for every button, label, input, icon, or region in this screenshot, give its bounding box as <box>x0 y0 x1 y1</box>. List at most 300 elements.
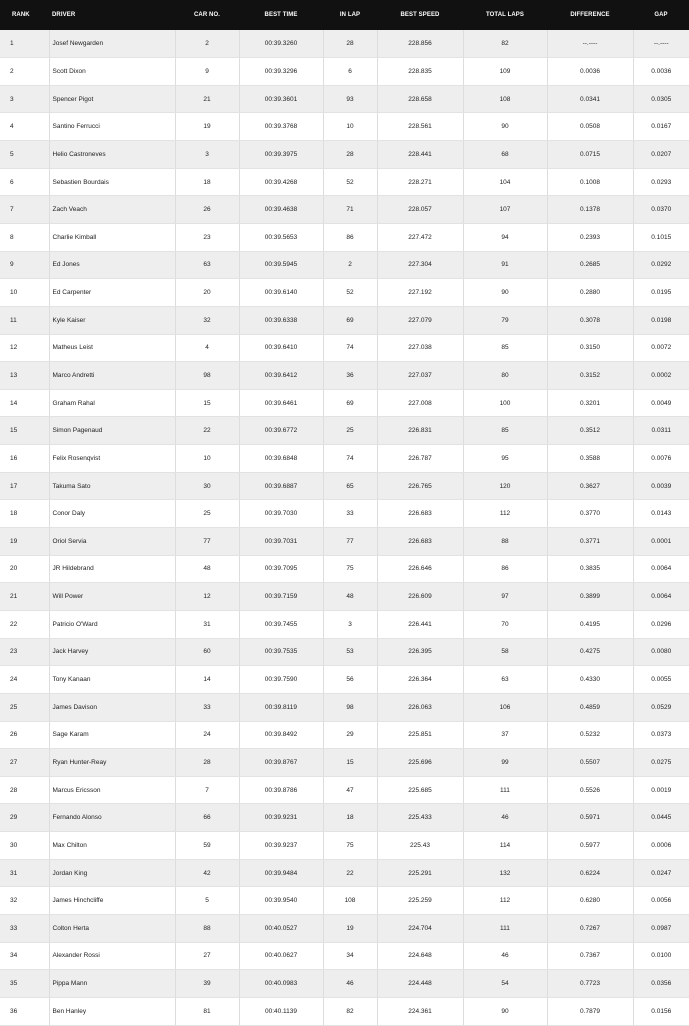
cell-best-time: 00:39.9237 <box>239 832 323 860</box>
cell-best-speed: 226.395 <box>377 638 463 666</box>
cell-in-lap: 93 <box>323 85 377 113</box>
cell-car-no: 88 <box>175 915 239 943</box>
cell-in-lap: 6 <box>323 58 377 86</box>
cell-total-laps: 46 <box>463 804 547 832</box>
cell-gap: 0.0072 <box>633 334 689 362</box>
cell-in-lap: 29 <box>323 721 377 749</box>
cell-difference: 0.5232 <box>547 721 633 749</box>
table-row[interactable] <box>0 555 689 583</box>
cell-car-no: 32 <box>175 306 239 334</box>
cell-best-time: 00:39.7030 <box>239 500 323 528</box>
cell-total-laps: 108 <box>463 85 547 113</box>
cell-driver: Oriol Servia <box>49 528 175 556</box>
cell-rank: 10 <box>0 279 49 307</box>
cell-in-lap: 48 <box>323 583 377 611</box>
cell-best-speed: 226.364 <box>377 666 463 694</box>
cell-total-laps: 112 <box>463 887 547 915</box>
cell-rank: 31 <box>0 859 49 887</box>
table-row[interactable] <box>0 389 689 417</box>
cell-driver: Max Chilton <box>49 832 175 860</box>
header-rank[interactable]: RANK <box>12 12 30 18</box>
cell-difference: 0.3150 <box>547 334 633 362</box>
cell-gap: 0.0167 <box>633 113 689 141</box>
cell-in-lap: 28 <box>323 30 377 58</box>
cell-car-no: 42 <box>175 859 239 887</box>
table-row[interactable] <box>0 666 689 694</box>
cell-driver: James Davison <box>49 693 175 721</box>
table-row[interactable] <box>0 334 689 362</box>
table-row[interactable] <box>0 251 689 279</box>
cell-in-lap: 82 <box>323 997 377 1025</box>
table-row[interactable] <box>0 196 689 224</box>
cell-driver: Felix Rosenqvist <box>49 445 175 473</box>
cell-best-speed: 228.441 <box>377 141 463 169</box>
table-row[interactable] <box>0 85 689 113</box>
cell-difference: 0.3899 <box>547 583 633 611</box>
cell-rank: 30 <box>0 832 49 860</box>
cell-car-no: 48 <box>175 555 239 583</box>
table-row[interactable] <box>0 279 689 307</box>
cell-gap: 0.0296 <box>633 610 689 638</box>
cell-in-lap: 69 <box>323 389 377 417</box>
cell-difference: 0.5507 <box>547 749 633 777</box>
cell-driver: Graham Rahal <box>49 389 175 417</box>
cell-driver: Charlie Kimball <box>49 223 175 251</box>
header-gap[interactable]: GAP <box>654 12 668 18</box>
cell-total-laps: 99 <box>463 749 547 777</box>
cell-difference: --.---- <box>547 30 633 58</box>
cell-car-no: 10 <box>175 445 239 473</box>
cell-rank: 33 <box>0 915 49 943</box>
table-row[interactable] <box>0 362 689 390</box>
cell-difference: 0.3201 <box>547 389 633 417</box>
cell-difference: 0.5977 <box>547 832 633 860</box>
cell-in-lap: 2 <box>323 251 377 279</box>
cell-gap: 0.0247 <box>633 859 689 887</box>
cell-total-laps: 112 <box>463 500 547 528</box>
cell-difference: 0.2685 <box>547 251 633 279</box>
cell-best-time: 00:40.0983 <box>239 970 323 998</box>
cell-car-no: 30 <box>175 472 239 500</box>
cell-best-speed: 225.851 <box>377 721 463 749</box>
header-car-no[interactable]: CAR NO. <box>193 12 221 18</box>
cell-best-time: 00:39.4268 <box>239 168 323 196</box>
cell-best-time: 00:40.0527 <box>239 915 323 943</box>
cell-difference: 0.3771 <box>547 528 633 556</box>
table-row[interactable] <box>0 693 689 721</box>
cell-best-time: 00:39.9484 <box>239 859 323 887</box>
cell-best-time: 00:40.1139 <box>239 997 323 1025</box>
cell-best-time: 00:39.9231 <box>239 804 323 832</box>
table-row[interactable] <box>0 776 689 804</box>
cell-rank: 34 <box>0 942 49 970</box>
cell-gap: 0.0373 <box>633 721 689 749</box>
cell-best-speed: 226.646 <box>377 555 463 583</box>
cell-rank: 1 <box>0 30 49 58</box>
cell-gap: 0.0275 <box>633 749 689 777</box>
cell-gap: 0.0001 <box>633 528 689 556</box>
cell-car-no: 3 <box>175 141 239 169</box>
cell-car-no: 31 <box>175 610 239 638</box>
cell-total-laps: 111 <box>463 776 547 804</box>
cell-total-laps: 132 <box>463 859 547 887</box>
cell-in-lap: 52 <box>323 279 377 307</box>
cell-best-speed: 228.658 <box>377 85 463 113</box>
table-row[interactable] <box>0 915 689 943</box>
cell-total-laps: 82 <box>463 30 547 58</box>
cell-best-time: 00:39.3975 <box>239 141 323 169</box>
cell-in-lap: 18 <box>323 804 377 832</box>
cell-difference: 0.4275 <box>547 638 633 666</box>
cell-total-laps: 114 <box>463 832 547 860</box>
cell-in-lap: 33 <box>323 500 377 528</box>
cell-driver: Fernando Alonso <box>49 804 175 832</box>
table-row[interactable] <box>0 859 689 887</box>
cell-difference: 0.6280 <box>547 887 633 915</box>
cell-total-laps: 58 <box>463 638 547 666</box>
cell-car-no: 2 <box>175 30 239 58</box>
table-row[interactable] <box>0 832 689 860</box>
cell-rank: 17 <box>0 472 49 500</box>
cell-gap: 0.0002 <box>633 362 689 390</box>
cell-best-time: 00:39.3260 <box>239 30 323 58</box>
cell-driver: Colton Herta <box>49 915 175 943</box>
cell-gap: 0.0156 <box>633 997 689 1025</box>
table-row[interactable] <box>0 583 689 611</box>
header-driver[interactable]: DRIVER <box>52 12 76 18</box>
cell-in-lap: 46 <box>323 970 377 998</box>
cell-total-laps: 68 <box>463 141 547 169</box>
cell-best-time: 00:39.8492 <box>239 721 323 749</box>
cell-car-no: 19 <box>175 113 239 141</box>
cell-total-laps: 109 <box>463 58 547 86</box>
cell-total-laps: 70 <box>463 610 547 638</box>
cell-total-laps: 37 <box>463 721 547 749</box>
cell-rank: 9 <box>0 251 49 279</box>
cell-best-speed: 228.271 <box>377 168 463 196</box>
cell-difference: 0.5526 <box>547 776 633 804</box>
cell-best-speed: 226.063 <box>377 693 463 721</box>
cell-total-laps: 90 <box>463 279 547 307</box>
cell-rank: 29 <box>0 804 49 832</box>
cell-in-lap: 10 <box>323 113 377 141</box>
table-row[interactable] <box>0 749 689 777</box>
cell-in-lap: 15 <box>323 749 377 777</box>
cell-best-time: 00:39.9540 <box>239 887 323 915</box>
cell-in-lap: 3 <box>323 610 377 638</box>
cell-driver: Pippa Mann <box>49 970 175 998</box>
table-row[interactable] <box>0 306 689 334</box>
cell-rank: 32 <box>0 887 49 915</box>
cell-best-speed: 227.472 <box>377 223 463 251</box>
cell-car-no: 25 <box>175 500 239 528</box>
cell-best-time: 00:39.3768 <box>239 113 323 141</box>
cell-best-speed: 227.008 <box>377 389 463 417</box>
cell-total-laps: 100 <box>463 389 547 417</box>
cell-gap: 0.0529 <box>633 693 689 721</box>
cell-difference: 0.0715 <box>547 141 633 169</box>
cell-rank: 16 <box>0 445 49 473</box>
cell-best-speed: 228.856 <box>377 30 463 58</box>
cell-in-lap: 36 <box>323 362 377 390</box>
cell-difference: 0.3588 <box>547 445 633 473</box>
cell-total-laps: 111 <box>463 915 547 943</box>
cell-best-time: 00:39.6338 <box>239 306 323 334</box>
cell-best-time: 00:39.6887 <box>239 472 323 500</box>
cell-gap: 0.0056 <box>633 887 689 915</box>
cell-in-lap: 77 <box>323 528 377 556</box>
cell-gap: 0.0006 <box>633 832 689 860</box>
cell-total-laps: 80 <box>463 362 547 390</box>
cell-total-laps: 90 <box>463 997 547 1025</box>
cell-difference: 0.2393 <box>547 223 633 251</box>
cell-in-lap: 34 <box>323 942 377 970</box>
cell-driver: Matheus Leist <box>49 334 175 362</box>
cell-gap: 0.0049 <box>633 389 689 417</box>
cell-difference: 0.1008 <box>547 168 633 196</box>
cell-driver: Ed Jones <box>49 251 175 279</box>
cell-rank: 13 <box>0 362 49 390</box>
cell-best-time: 00:39.6412 <box>239 362 323 390</box>
cell-total-laps: 79 <box>463 306 547 334</box>
cell-best-speed: 225.685 <box>377 776 463 804</box>
table-row[interactable] <box>0 528 689 556</box>
cell-driver: Marcus Ericsson <box>49 776 175 804</box>
cell-rank: 2 <box>0 58 49 86</box>
cell-in-lap: 108 <box>323 887 377 915</box>
cell-driver: Jordan King <box>49 859 175 887</box>
cell-total-laps: 94 <box>463 223 547 251</box>
cell-gap: 0.0064 <box>633 583 689 611</box>
table-row[interactable] <box>0 58 689 86</box>
cell-driver: Alexander Rossi <box>49 942 175 970</box>
cell-best-time: 00:39.7095 <box>239 555 323 583</box>
table-row[interactable] <box>0 970 689 998</box>
cell-driver: Scott Dixon <box>49 58 175 86</box>
table-row[interactable] <box>0 997 689 1025</box>
cell-best-speed: 224.704 <box>377 915 463 943</box>
cell-driver: Helio Castroneves <box>49 141 175 169</box>
table-row[interactable] <box>0 113 689 141</box>
cell-car-no: 39 <box>175 970 239 998</box>
cell-rank: 4 <box>0 113 49 141</box>
cell-difference: 0.4330 <box>547 666 633 694</box>
cell-rank: 36 <box>0 997 49 1025</box>
cell-best-time: 00:39.7031 <box>239 528 323 556</box>
cell-best-speed: 224.361 <box>377 997 463 1025</box>
cell-best-time: 00:39.7455 <box>239 610 323 638</box>
table-row[interactable] <box>0 168 689 196</box>
cell-total-laps: 106 <box>463 693 547 721</box>
cell-best-speed: 227.304 <box>377 251 463 279</box>
cell-car-no: 12 <box>175 583 239 611</box>
cell-rank: 14 <box>0 389 49 417</box>
cell-in-lap: 28 <box>323 141 377 169</box>
cell-gap: 0.0356 <box>633 970 689 998</box>
cell-rank: 15 <box>0 417 49 445</box>
cell-difference: 0.3152 <box>547 362 633 390</box>
cell-gap: 0.0019 <box>633 776 689 804</box>
table-row[interactable] <box>0 223 689 251</box>
cell-difference: 0.2880 <box>547 279 633 307</box>
cell-best-time: 00:39.3601 <box>239 85 323 113</box>
cell-car-no: 9 <box>175 58 239 86</box>
cell-difference: 0.1378 <box>547 196 633 224</box>
cell-difference: 0.3770 <box>547 500 633 528</box>
table-row[interactable] <box>0 942 689 970</box>
cell-in-lap: 22 <box>323 859 377 887</box>
cell-difference: 0.3835 <box>547 555 633 583</box>
table-row[interactable] <box>0 141 689 169</box>
cell-driver: James Hinchcliffe <box>49 887 175 915</box>
cell-best-time: 00:39.5945 <box>239 251 323 279</box>
cell-rank: 18 <box>0 500 49 528</box>
cell-driver: Tony Kanaan <box>49 666 175 694</box>
cell-gap: 0.0292 <box>633 251 689 279</box>
cell-difference: 0.3512 <box>547 417 633 445</box>
cell-rank: 8 <box>0 223 49 251</box>
cell-difference: 0.7367 <box>547 942 633 970</box>
cell-difference: 0.7723 <box>547 970 633 998</box>
cell-rank: 27 <box>0 749 49 777</box>
table-row[interactable] <box>0 887 689 915</box>
cell-rank: 23 <box>0 638 49 666</box>
cell-rank: 7 <box>0 196 49 224</box>
cell-gap: 0.0064 <box>633 555 689 583</box>
cell-best-time: 00:39.8786 <box>239 776 323 804</box>
cell-car-no: 26 <box>175 196 239 224</box>
cell-driver: Marco Andretti <box>49 362 175 390</box>
table-row[interactable] <box>0 417 689 445</box>
table-row[interactable] <box>0 500 689 528</box>
cell-best-speed: 225.433 <box>377 804 463 832</box>
table-row[interactable] <box>0 30 689 58</box>
cell-in-lap: 98 <box>323 693 377 721</box>
cell-rank: 12 <box>0 334 49 362</box>
cell-car-no: 60 <box>175 638 239 666</box>
table-header <box>0 0 689 30</box>
cell-best-time: 00:39.6410 <box>239 334 323 362</box>
cell-gap: 0.0080 <box>633 638 689 666</box>
header-best-speed[interactable]: BEST SPEED <box>400 12 440 18</box>
header-total-laps[interactable]: TOTAL LAPS <box>485 12 524 18</box>
cell-best-speed: 224.648 <box>377 942 463 970</box>
table-row[interactable] <box>0 638 689 666</box>
cell-best-speed: 226.765 <box>377 472 463 500</box>
cell-best-time: 00:39.5653 <box>239 223 323 251</box>
cell-best-speed: 226.609 <box>377 583 463 611</box>
cell-best-speed: 224.448 <box>377 970 463 998</box>
cell-car-no: 24 <box>175 721 239 749</box>
cell-rank: 6 <box>0 168 49 196</box>
cell-gap: 0.0311 <box>633 417 689 445</box>
cell-best-time: 00:39.7590 <box>239 666 323 694</box>
cell-rank: 3 <box>0 85 49 113</box>
cell-total-laps: 90 <box>463 113 547 141</box>
cell-gap: 0.0039 <box>633 472 689 500</box>
cell-driver: Will Power <box>49 583 175 611</box>
cell-rank: 20 <box>0 555 49 583</box>
cell-best-time: 00:39.8119 <box>239 693 323 721</box>
cell-rank: 24 <box>0 666 49 694</box>
table-row[interactable] <box>0 610 689 638</box>
cell-best-speed: 228.835 <box>377 58 463 86</box>
cell-difference: 0.3078 <box>547 306 633 334</box>
table-row[interactable] <box>0 721 689 749</box>
cell-in-lap: 53 <box>323 638 377 666</box>
cell-car-no: 28 <box>175 749 239 777</box>
cell-best-speed: 228.561 <box>377 113 463 141</box>
cell-best-time: 00:39.7535 <box>239 638 323 666</box>
cell-difference: 0.3627 <box>547 472 633 500</box>
table-row[interactable] <box>0 804 689 832</box>
cell-rank: 19 <box>0 528 49 556</box>
cell-total-laps: 85 <box>463 334 547 362</box>
cell-best-time: 00:39.3296 <box>239 58 323 86</box>
cell-gap: 0.0100 <box>633 942 689 970</box>
table-row[interactable] <box>0 472 689 500</box>
cell-total-laps: 86 <box>463 555 547 583</box>
cell-driver: Ed Carpenter <box>49 279 175 307</box>
cell-driver: Santino Ferrucci <box>49 113 175 141</box>
table-row[interactable] <box>0 445 689 473</box>
cell-in-lap: 69 <box>323 306 377 334</box>
cell-rank: 22 <box>0 610 49 638</box>
cell-best-speed: 226.683 <box>377 528 463 556</box>
cell-driver: Simon Pagenaud <box>49 417 175 445</box>
cell-gap: 0.0293 <box>633 168 689 196</box>
cell-in-lap: 65 <box>323 472 377 500</box>
cell-car-no: 23 <box>175 223 239 251</box>
cell-driver: Spencer Pigot <box>49 85 175 113</box>
cell-best-time: 00:40.0627 <box>239 942 323 970</box>
cell-car-no: 81 <box>175 997 239 1025</box>
cell-driver: Ryan Hunter-Reay <box>49 749 175 777</box>
cell-gap: 0.0305 <box>633 85 689 113</box>
cell-driver: Takuma Sato <box>49 472 175 500</box>
cell-difference: 0.4859 <box>547 693 633 721</box>
header-in-lap[interactable]: IN LAP <box>339 12 361 18</box>
cell-rank: 28 <box>0 776 49 804</box>
cell-driver: Sage Karam <box>49 721 175 749</box>
cell-best-speed: 225.696 <box>377 749 463 777</box>
cell-total-laps: 107 <box>463 196 547 224</box>
cell-car-no: 5 <box>175 887 239 915</box>
cell-driver: Conor Daly <box>49 500 175 528</box>
cell-best-time: 00:39.6848 <box>239 445 323 473</box>
cell-rank: 26 <box>0 721 49 749</box>
cell-difference: 0.0508 <box>547 113 633 141</box>
cell-best-time: 00:39.6461 <box>239 389 323 417</box>
cell-driver: Jack Harvey <box>49 638 175 666</box>
cell-driver: Zach Veach <box>49 196 175 224</box>
cell-best-speed: 226.683 <box>377 500 463 528</box>
cell-best-time: 00:39.8767 <box>239 749 323 777</box>
cell-car-no: 7 <box>175 776 239 804</box>
cell-car-no: 22 <box>175 417 239 445</box>
header-difference[interactable]: DIFFERENCE <box>570 12 610 18</box>
cell-car-no: 21 <box>175 85 239 113</box>
header-row <box>0 0 689 30</box>
cell-rank: 5 <box>0 141 49 169</box>
cell-difference: 0.0036 <box>547 58 633 86</box>
cell-gap: 0.0036 <box>633 58 689 86</box>
cell-driver: Sebastien Bourdais <box>49 168 175 196</box>
cell-best-speed: 225.291 <box>377 859 463 887</box>
cell-difference: 0.5971 <box>547 804 633 832</box>
header-best-time[interactable]: BEST TIME <box>264 12 298 18</box>
cell-car-no: 98 <box>175 362 239 390</box>
